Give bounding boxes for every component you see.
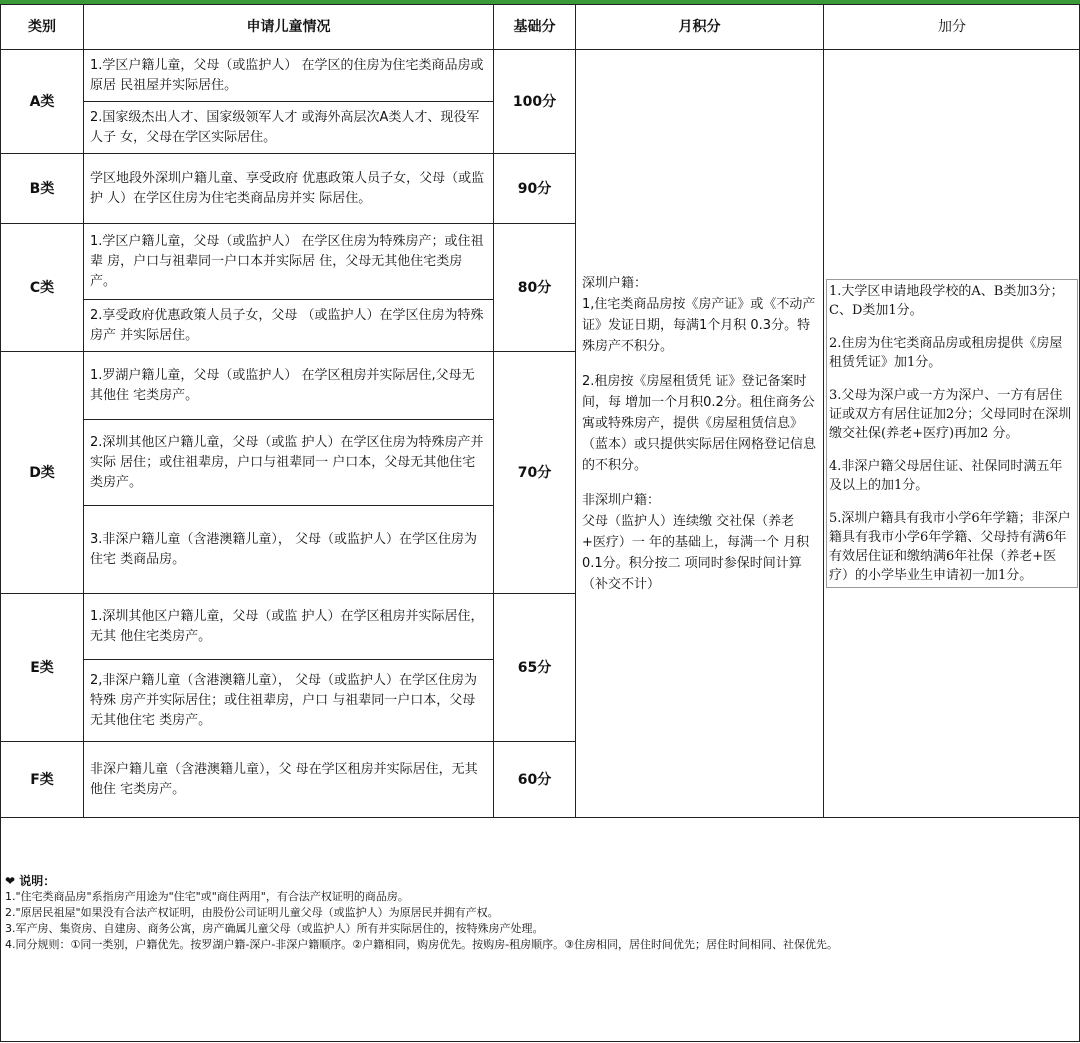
header-bonus: 加分 <box>824 5 1080 50</box>
score-d: 70分 <box>494 352 576 594</box>
category-d: D类 <box>1 352 84 594</box>
score-e: 65分 <box>494 594 576 742</box>
category-b: B类 <box>1 154 84 224</box>
header-category: 类别 <box>1 5 84 50</box>
score-c: 80分 <box>494 224 576 352</box>
category-e: E类 <box>1 594 84 742</box>
note-2: 2."原居民祖屋"如果没有合法产权证明，由股份公司证明儿童父母（或监护人）为原居民并拥有产权。 <box>5 906 499 919</box>
bonus-box <box>826 279 1078 588</box>
situation-e-1: 1.深圳其他区户籍儿童，父母（或监 护人）在学区租房并实际居住，无其 他住宅类房产。 <box>84 594 494 660</box>
bonus-3: 3.父母为深户或一方为深户、一方有居住证或双方有居住证加2分；父母同时在深圳缴交社保(养老+医疗)再加2 分。 <box>829 388 1072 441</box>
heart-icon: ❤ <box>5 874 16 888</box>
category-c: C类 <box>1 224 84 352</box>
score-b: 90分 <box>494 154 576 224</box>
situation-a-2: 2.国家级杰出人才、国家级领军人才 或海外高层次A类人才、现役军人子 女，父母在学区实际居住。 <box>84 102 494 154</box>
notes-title: 说明： <box>19 874 56 888</box>
note-1: 1."住宅类商品房"系指房产用途为"住宅"或"商住两用"，有合法产权证明的商品房。 <box>5 890 409 903</box>
monthly-nonsz-1: 父母（监护人）连续缴 交社保（养老+医疗）一 年的基础上，每满一个 月积0.1分。积分按二 项同时参保时间计算 （补交不计） <box>582 513 810 592</box>
score-a: 100分 <box>494 50 576 154</box>
situation-c-1: 1.学区户籍儿童，父母（或监护人） 在学区住房为特殊房产；或住祖辈 房，户口与祖辈同一户口本并实际居 住，父母无其他住宅类房产。 <box>84 224 494 300</box>
category-a: A类 <box>1 50 84 154</box>
monthly-sz-title: 深圳户籍： <box>582 275 648 291</box>
category-f: F类 <box>1 742 84 818</box>
header-monthly-points: 月积分 <box>576 5 824 50</box>
monthly-points-cell <box>576 50 824 818</box>
monthly-sz-1: 1,住宅类商品房按《房产证》或《不动产证》发证日期，每满1个月积 0.3分。特殊房产不积分。 <box>582 296 816 354</box>
bonus-2: 2.住房为住宅类商品房或租房提供《房屋租赁凭证》加1分。 <box>829 336 1063 370</box>
situation-c-2: 2.享受政府优惠政策人员子女，父母 （或监护人）在学区住房为特殊房产 并实际居住。 <box>84 300 494 352</box>
situation-b-1: 学区地段外深圳户籍儿童、享受政府 优惠政策人员子女，父母（或监护 人）在学区住房为住宅类商品房并实 际居住。 <box>84 154 494 224</box>
situation-e-2: 2,非深户籍儿童（含港澳籍儿童）， 父母（或监护人）在学区住房为特殊 房产并实际居住；或住祖辈房，户口 与祖辈同一户口本，父母无其他住宅 类房产。 <box>84 660 494 742</box>
note-4: 4.同分规则：①同一类别，户籍优先。按罗湖户籍-深户-非深户籍顺序。②户籍相同，购房优先。按购房-租房顺序。③住房相同，居住时间优先；居住时间相同、社保优先。 <box>5 938 838 951</box>
monthly-sz-2: 2.租房按《房屋租赁凭 证》登记备案时间，每 增加一个月积0.2分。租住商务公寓或特殊房产，提供《房屋租赁信息》（蓝本）或只提供实际居住网格登记信息的不积分。 <box>582 373 817 473</box>
bonus-1: 1.大学区申请地段学校的A、B类加3分；C、D类加1分。 <box>829 284 1064 318</box>
situation-a-1: 1.学区户籍儿童，父母（或监护人） 在学区的住房为住宅类商品房或原居 民祖屋并实际居住。 <box>84 50 494 102</box>
situation-d-1: 1.罗湖户籍儿童，父母（或监护人） 在学区租房并实际居住,父母无其他住 宅类房产。 <box>84 352 494 420</box>
situation-d-2: 2.深圳其他区户籍儿童，父母（或监 护人）在学区住房为特殊房产并实际 居住；或住祖辈房，户口与祖辈同一 户口本，父母无其他住宅类房产。 <box>84 420 494 506</box>
score-f: 60分 <box>494 742 576 818</box>
admission-points-table <box>0 4 1080 818</box>
note-3: 3.军产房、集资房、自建房、商务公寓，房产确属儿童父母（或监护人）所有并实际居住的，按特殊房产处理。 <box>5 922 544 935</box>
monthly-nonsz-title: 非深圳户籍： <box>582 492 661 508</box>
situation-f-1: 非深户籍儿童（含港澳籍儿童），父 母在学区租房并实际居住，无其他住 宅类房产。 <box>84 742 494 818</box>
bonus-points-cell <box>824 50 1080 818</box>
bonus-4: 4.非深户籍父母居住证、社保同时满五年及以上的加1分。 <box>829 459 1063 493</box>
bonus-5: 5.深圳户籍具有我市小学6年学籍；非深户籍具有我市小学6年学籍、父母持有满6年有效居住证和缴纳满6年社保（养老+医疗）的小学毕业生申请初一加1分。 <box>829 511 1071 583</box>
header-situation: 申请儿童情况 <box>84 5 494 50</box>
header-base-score: 基础分 <box>494 5 576 50</box>
notes-section <box>5 873 1065 953</box>
situation-d-3: 3.非深户籍儿童（含港澳籍儿童）， 父母（或监护人）在学区住房为住宅 类商品房。 <box>84 506 494 594</box>
notes-header <box>5 873 1065 889</box>
